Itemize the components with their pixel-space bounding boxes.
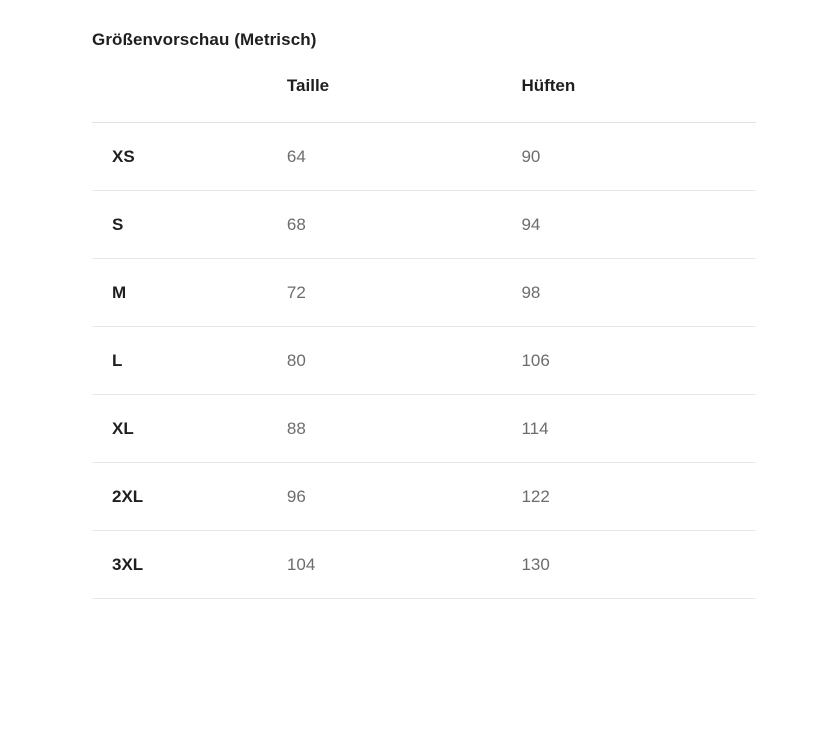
cell-waist: 64 [287, 123, 522, 191]
cell-size: M [92, 259, 287, 327]
table-body [92, 123, 756, 599]
table-row [92, 327, 756, 395]
cell-size: XS [92, 123, 287, 191]
cell-waist: 104 [287, 531, 522, 599]
column-header-hips: Hüften [521, 76, 756, 123]
cell-waist: 68 [287, 191, 522, 259]
table-header [92, 76, 756, 123]
cell-hips: 94 [521, 191, 756, 259]
cell-hips: 90 [521, 123, 756, 191]
cell-size: S [92, 191, 287, 259]
cell-size: 3XL [92, 531, 287, 599]
table-row [92, 191, 756, 259]
table-row [92, 531, 756, 599]
table-header-row [92, 76, 756, 123]
table-row [92, 259, 756, 327]
column-header-size [92, 76, 287, 123]
page-title: Größenvorschau (Metrisch) [92, 30, 317, 49]
column-header-waist: Taille [287, 76, 522, 123]
table-row [92, 395, 756, 463]
size-preview-table [92, 76, 756, 599]
cell-waist: 88 [287, 395, 522, 463]
cell-hips: 114 [521, 395, 756, 463]
cell-hips: 130 [521, 531, 756, 599]
table-row [92, 123, 756, 191]
cell-hips: 98 [521, 259, 756, 327]
cell-size: L [92, 327, 287, 395]
cell-waist: 80 [287, 327, 522, 395]
cell-hips: 106 [521, 327, 756, 395]
cell-size: 2XL [92, 463, 287, 531]
cell-hips: 122 [521, 463, 756, 531]
cell-size: XL [92, 395, 287, 463]
cell-waist: 96 [287, 463, 522, 531]
cell-waist: 72 [287, 259, 522, 327]
table-row [92, 463, 756, 531]
